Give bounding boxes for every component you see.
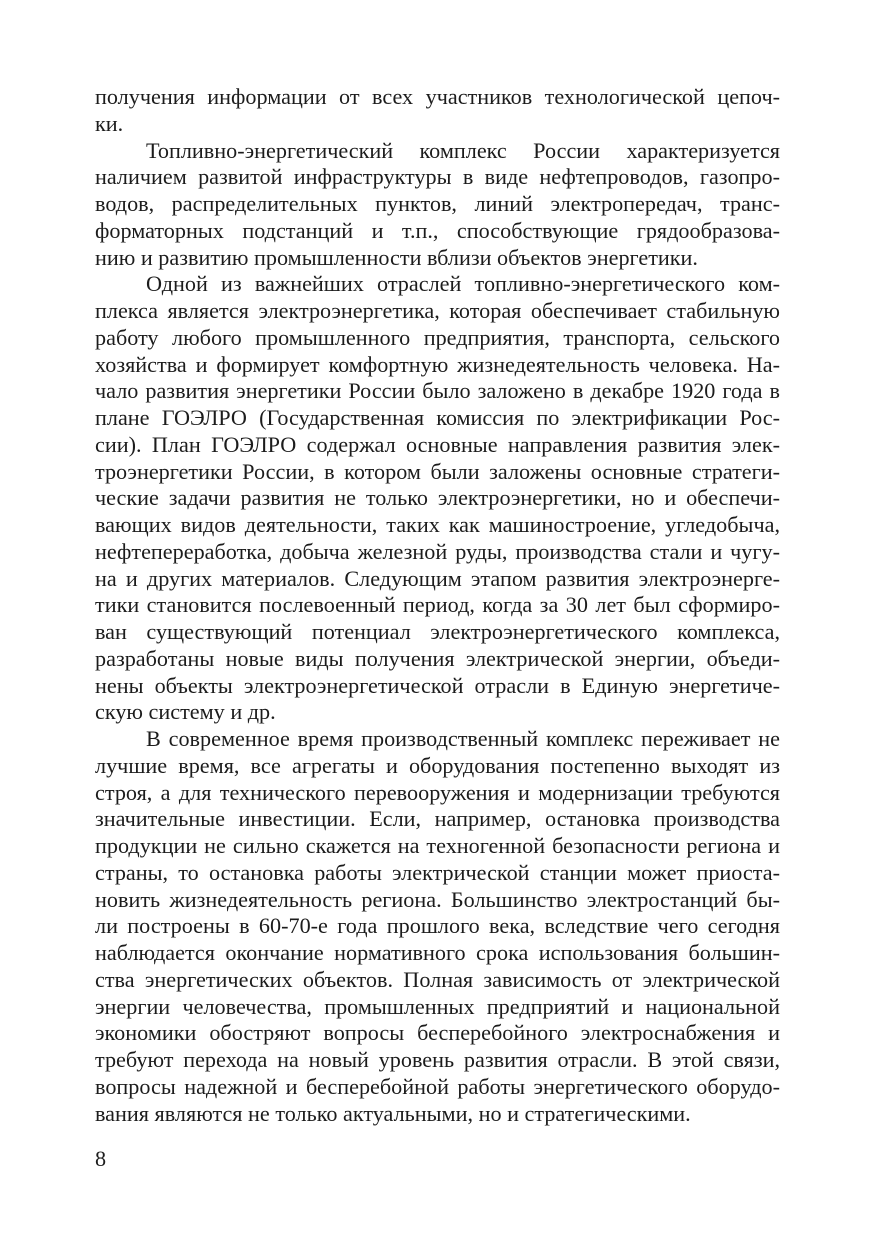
text-line: нию и развитию промышленности вблизи объектов энергетики. (95, 244, 698, 270)
text-line: хозяйства и формирует комфортную жизнедеятельность человека. На- (95, 351, 780, 377)
text-line: плекса является электроэнергетика, которая обеспечивает стабильную (95, 298, 780, 323)
text-line: нефтепереработка, добыча железной руды, производства стали и чугу- (95, 538, 780, 564)
text-line: ства энергетических объектов. Полная зависимость от электрической (95, 966, 780, 992)
text-line: значительные инвестиции. Если, например, остановка производства (95, 806, 780, 832)
text-line: вопросы надежной и бесперебойной работы энергетического оборудо- (95, 1073, 780, 1099)
text-line: нены объекты электроэнергетической отрасли в Единую энергетиче- (95, 672, 780, 698)
text-line: ли построены в 60-70-е года прошлого века, вследствие чего сегодня (95, 913, 780, 939)
paragraph-4 (95, 726, 780, 1127)
text-line: экономики обостряют вопросы бесперебойного электроснабжения и (95, 1020, 780, 1046)
text-line: наличием развитой инфраструктуры в виде нефтепроводов, газопро- (95, 164, 780, 190)
text-line: Одной из важнейших отраслей топливно-энергетического ком- (146, 271, 780, 297)
text-line: В современное время производственный комплекс переживает не (146, 726, 780, 751)
text-line: требуют перехода на новый уровень развития отрасли. В этой связи, (95, 1047, 780, 1072)
text-line: продукции не сильно скажется на техногенной безопасности региона и (95, 833, 780, 858)
text-line: ван существующий потенциал электроэнергетического комплекса, (95, 619, 780, 644)
text-line: тики становится послевоенный период, когда за 30 лет был сформиро- (95, 592, 780, 618)
text-line: ческие задачи развития не только электроэнергетики, но и обеспечи- (95, 485, 780, 511)
text-line: работу любого промышленного предприятия, транспорта, сельского (95, 324, 780, 350)
text-line: получения информации от всех участников технологической цепоч- (95, 84, 780, 109)
text-line: сии). План ГОЭЛРО содержал основные направления развития элек- (95, 431, 780, 457)
text-line: Топливно-энергетический комплекс России характеризуется (146, 137, 780, 163)
text-line: скую систему и др. (95, 699, 276, 725)
text-line: на и других материалов. Следующим этапом развития электроэнерге- (95, 565, 780, 591)
text-line: строя, а для технического перевооружения и модернизации требуются (95, 779, 780, 805)
text-line: разработаны новые виды получения электрической энергии, объеди- (95, 645, 780, 671)
text-line: лучшие время, все агрегаты и оборудования постепенно выходят из (95, 752, 780, 778)
page-number: 8 (95, 1146, 107, 1171)
text-line: наблюдается окончание нормативного срока использования большин- (95, 940, 780, 965)
paragraph-2 (95, 138, 780, 272)
text-line: вания являются не только актуальными, но и стратегическими. (95, 1100, 691, 1126)
text-line: вающих видов деятельности, таких как машиностроение, угледобыча, (95, 512, 780, 537)
paragraph-1 (95, 84, 780, 138)
text-line: чало развития энергетики России было заложено в декабре 1920 года в (95, 378, 780, 404)
text-line: водов, распределительных пунктов, линий электропередач, транс- (95, 191, 780, 216)
text-line: форматорных подстанций и т.п., способствующие грядообразова- (95, 217, 780, 243)
paragraph-3 (95, 271, 780, 726)
text-line: плане ГОЭЛРО (Государственная комиссия по электрификации Рос- (95, 405, 780, 430)
text-line: страны, то остановка работы электрической станции может приоста- (95, 859, 780, 885)
text-line: энергии человечества, промышленных предприятий и национальной (95, 993, 780, 1019)
text-line: троэнергетики России, в котором были заложены основные стратеги- (95, 458, 780, 484)
page-body (95, 84, 780, 1127)
text-line: ки. (95, 110, 124, 136)
text-line: новить жизнедеятельность региона. Большинство электростанций бы- (95, 886, 780, 912)
